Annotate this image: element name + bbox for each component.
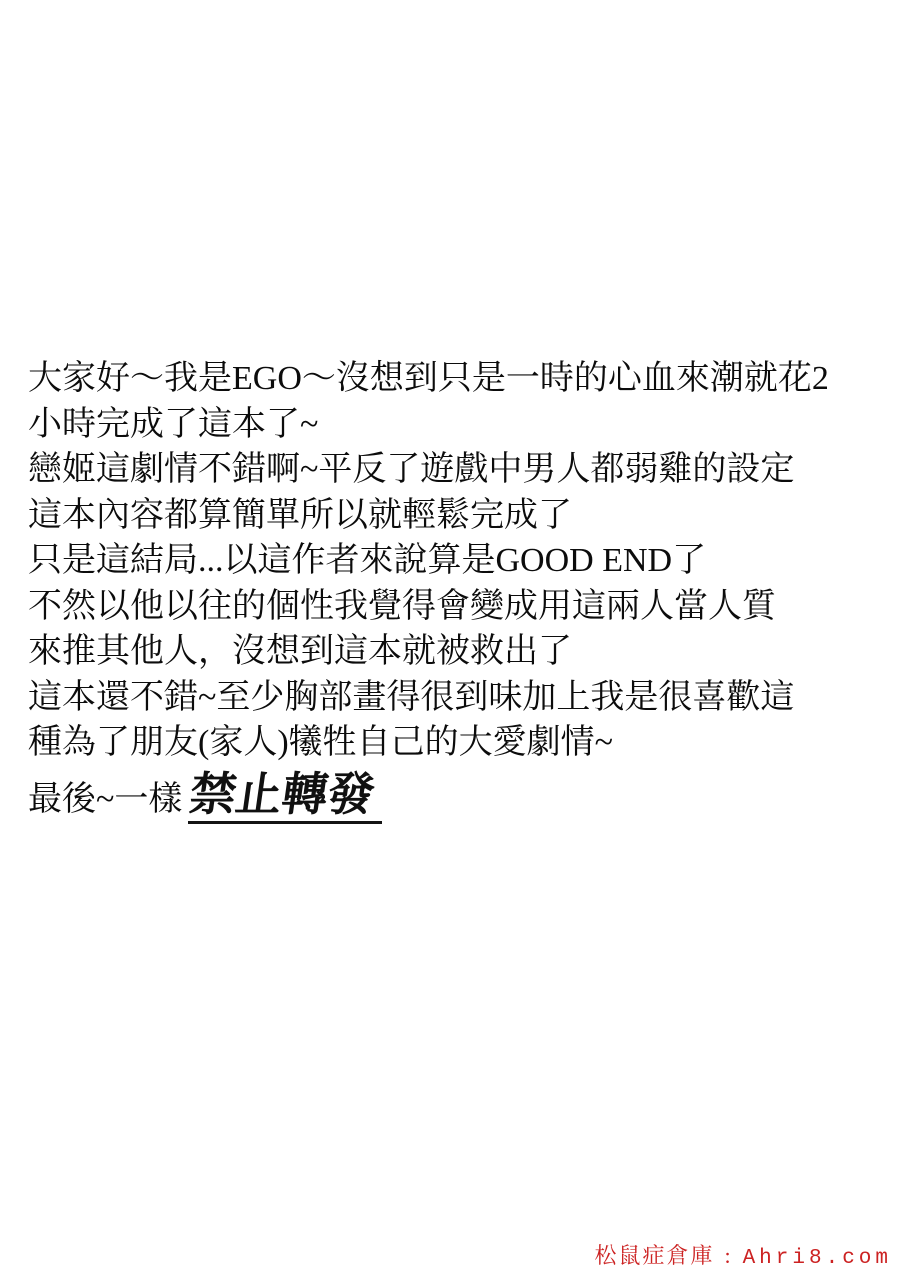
no-repost-underline [186,768,382,824]
closing-prefix: 最後~一樣 [28,780,183,818]
text-line: 大家好～我是EGO～沒想到只是一時的心血來潮就花2 [28,360,829,397]
text-line: 來推其他人，沒想到這本就被救出了 [28,633,572,670]
text-line: 這本內容都算簡單所以就輕鬆完成了 [28,496,572,534]
text-line: 戀姬這劇情不錯啊~平反了遊戲中男人都弱雞的設定 [28,451,795,488]
watermark [594,1239,892,1270]
text-line: 小時完成了這本了~ [28,405,319,443]
afterword-text-block [28,356,890,824]
watermark-site-name: 松鼠症倉庫 [594,1243,715,1268]
watermark-separator: : [724,1243,733,1268]
text-line: 不然以他以往的個性我覺得會變成用這兩人當人質 [28,587,776,625]
text-line: 這本還不錯~至少胸部畫得很到味加上我是很喜歡這 [28,678,795,716]
text-line: 只是這結局...以這作者來說算是GOOD END了 [28,542,707,579]
watermark-url: Ahri8.com [742,1247,892,1270]
closing-line [28,768,890,824]
text-line: 種為了朋友(家人)犧牲自己的大愛劇情~ [28,724,614,761]
no-repost-emphasis: 禁止轉發 [186,768,379,820]
